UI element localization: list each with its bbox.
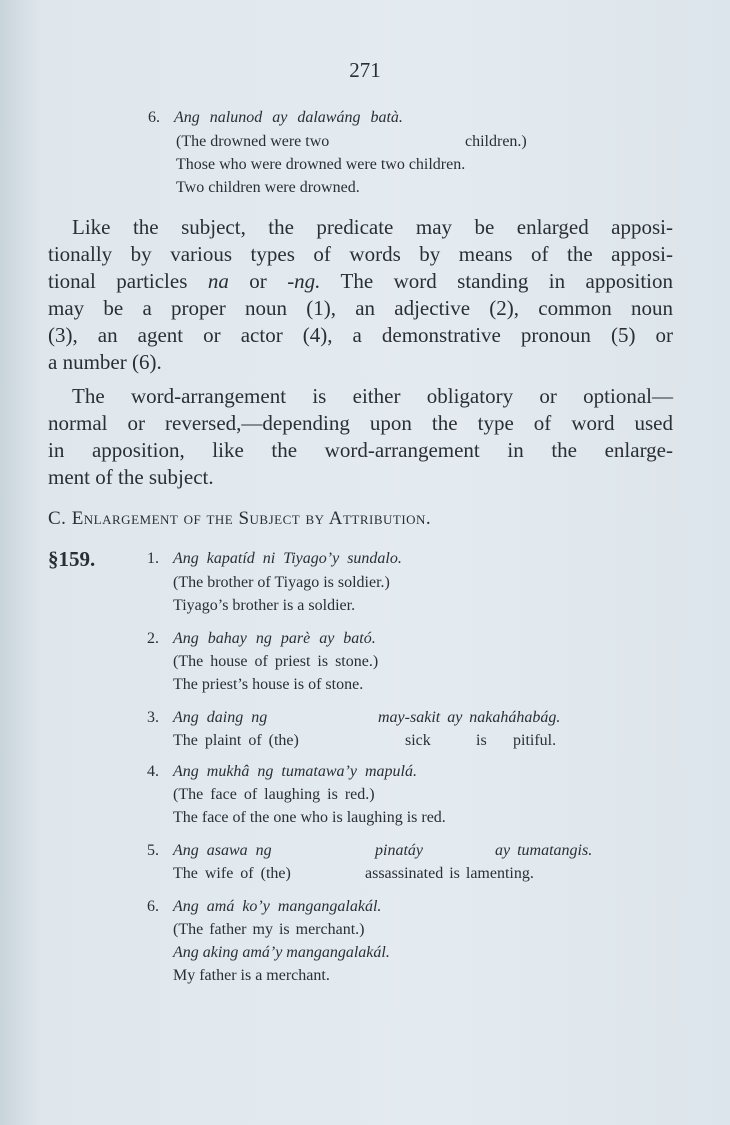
paragraph-line (48, 268, 673, 295)
paragraph-word-arrangement (48, 383, 673, 491)
example-gloss-a: The wife of (the) (173, 865, 291, 882)
paragraph-line: The word-arrangement is either obligatory or optional— (72, 384, 673, 408)
example-free: The priest’s house is of stone. (173, 676, 364, 693)
section-number: §159. (48, 547, 96, 571)
intro-example-literal-right: children.) (465, 133, 527, 150)
paragraph-line: a number (6). (48, 350, 162, 374)
example-number: 6. (147, 898, 159, 915)
paragraph-line: may be a proper noun (1), an adjective (2), common noun (48, 296, 673, 320)
example-gloss-b: sick (405, 732, 431, 749)
example-free: My father is a merchant. (173, 967, 330, 984)
example-tagalog-a: Ang daing ng (173, 709, 268, 726)
paragraph-line: normal or reversed,—depending upon the type of word used (48, 411, 673, 435)
example-tagalog: Ang bahay ng parè ay bató. (173, 630, 376, 647)
example-tagalog-c: ay tumatangis. (495, 842, 593, 859)
page-number: 271 (349, 58, 381, 82)
example-number: 3. (147, 709, 159, 726)
intro-example-literal-left: (The drowned were two (176, 133, 330, 150)
paragraph-line: in apposition, like the word-arrangement in the enlarge- (48, 438, 673, 462)
example-gloss-c: is (476, 732, 487, 749)
example-number: 2. (147, 630, 159, 647)
heading-title: Enlargement of the Subject by Attribution. (71, 508, 432, 529)
example-number: 1. (147, 550, 159, 567)
intro-example-free2: Two children were drowned. (176, 179, 360, 196)
paragraph-line: Like the subject, the predicate may be enlarged apposi- (72, 215, 673, 239)
heading-letter: C. (48, 508, 72, 529)
section-heading (48, 508, 431, 530)
example-free: The face of the one who is laughing is red. (173, 809, 446, 826)
example-free: Tiyago’s brother is a soldier. (173, 597, 356, 614)
example-number: 4. (147, 763, 159, 780)
example-tagalog: Ang amá ko’y mangangalakál. (173, 898, 382, 915)
intro-example-tagalog: Ang nalunod ay dalawáng batà. (174, 109, 403, 126)
particle-na: na (207, 269, 229, 293)
example-literal: (The face of laughing is red.) (173, 786, 375, 803)
example-tagalog-a: Ang asawa ng (173, 842, 272, 859)
particle-ng: -ng. (287, 269, 321, 293)
example-gloss-b: assassinated is lamenting. (365, 865, 534, 882)
example-tagalog-b: may-sakit ay nakaháhabág. (378, 709, 561, 726)
example-literal: (The brother of Tiyago is soldier.) (173, 574, 390, 591)
paragraph-fragment: tional particles (48, 269, 208, 293)
example-literal: (The father my is merchant.) (173, 921, 365, 938)
example-number: 5. (147, 842, 159, 859)
example-tagalog: Ang kapatíd ni Tiyago’y sundalo. (173, 550, 402, 567)
paragraph-line: tionally by various types of words by means of the apposi- (48, 242, 673, 266)
example-gloss-a: The plaint of (the) (173, 732, 299, 749)
example-tagalog: Ang mukhâ ng tumatawa’y mapulá. (173, 763, 417, 780)
paragraph-fragment: The word standing in apposition (320, 269, 674, 293)
example-gloss-d: pitiful. (513, 732, 557, 749)
paragraph-fragment: or (228, 269, 288, 293)
example-tagalog-b: pinatáy (375, 842, 423, 859)
intro-example-number: 6. (148, 109, 160, 126)
paragraph-line: ment of the subject. (48, 465, 214, 489)
intro-example-free1: Those who were drowned were two children. (176, 156, 466, 173)
paragraph-apposition (48, 214, 673, 376)
paragraph-line: (3), an agent or actor (4), a demonstrative pronoun (5) or (48, 323, 673, 347)
example-alt: Ang aking amá’y mangangalakál. (173, 944, 390, 961)
example-literal: (The house of priest is stone.) (173, 653, 379, 670)
